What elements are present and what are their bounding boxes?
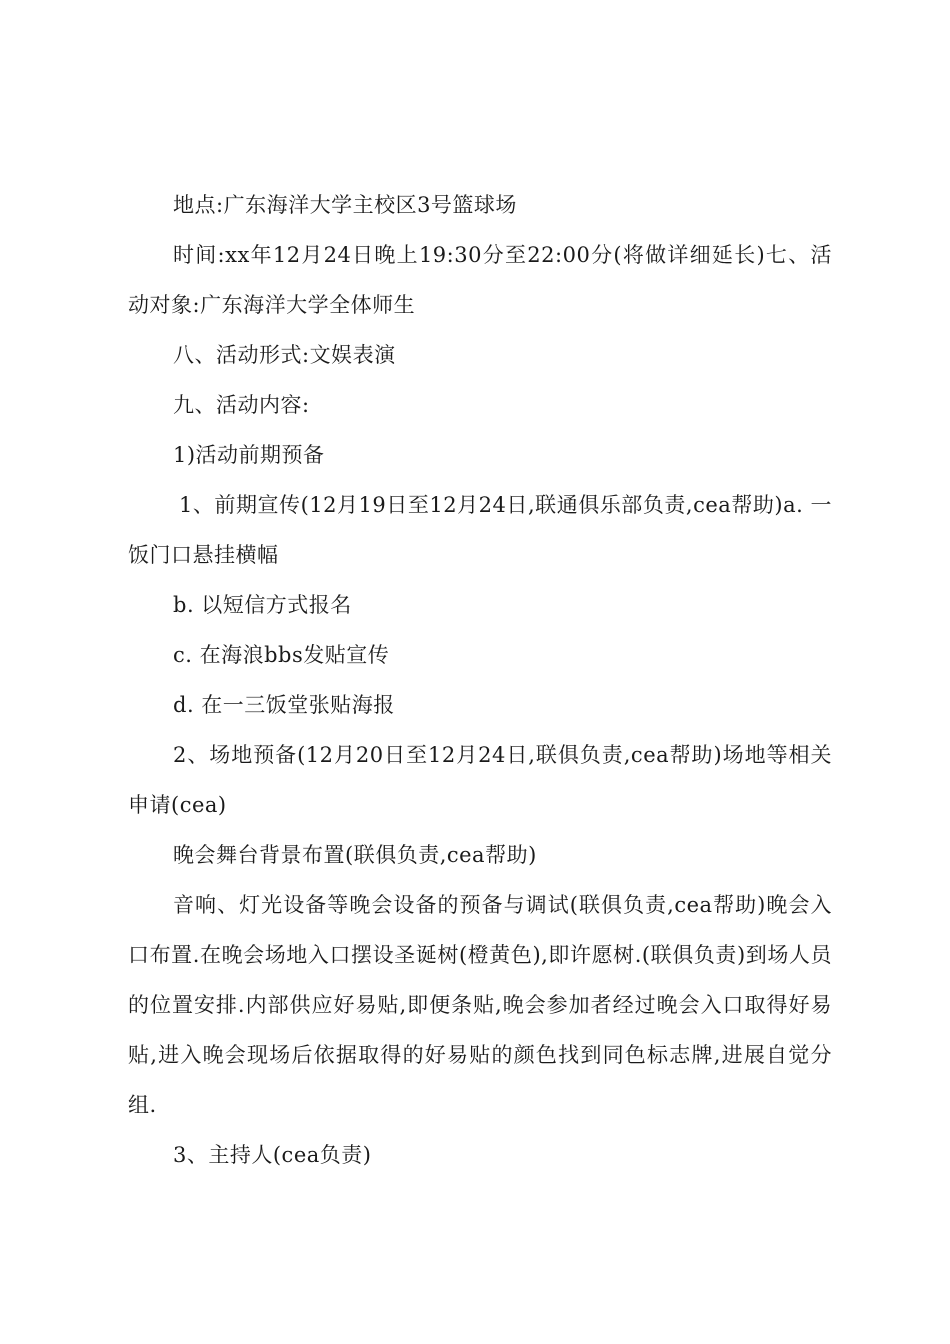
paragraph-equipment-and-entrance: 音响、灯光设备等晚会设备的预备与调试(联俱负责,cea帮助)晚会入口布置.在晚会场地入口摆设圣诞树(橙黄色),即许愿树.(联俱负责)到场人员的位置安排.内部供应好易贴,即便条贴,晚会参加者经过晚会入口取得好易贴,进入晚会现场后依据取得的好易贴的颜色找到同色标志牌,进展自觉分组.: [128, 893, 832, 1117]
paragraph-host: 3、主持人(cea负责): [173, 1143, 372, 1167]
paragraph-item-d: d. 在一三饭堂张贴海报: [173, 693, 395, 717]
paragraph-time: 时间:xx年12月24日晚上19:30分至22:00分(将做详细延长)七、活动对象:广东海洋大学全体师生: [128, 243, 832, 317]
paragraph-item-b: b. 以短信方式报名: [173, 593, 352, 617]
paragraph-item-c: c. 在海浪bbs发贴宣传: [173, 643, 390, 667]
paragraph-activity-form: 八、活动形式:文娱表演: [173, 343, 396, 367]
paragraph-location: 地点:广东海洋大学主校区3号篮球场: [173, 193, 517, 217]
paragraph-publicity: 1、前期宣传(12月19日至12月24日,联通俱乐部负责,cea帮助)a. 一饭门口悬挂横幅: [128, 493, 832, 567]
paragraph-preparation-heading: 1)活动前期预备: [173, 443, 325, 467]
document-body: [128, 180, 832, 1180]
paragraph-venue-preparation: 2、场地预备(12月20日至12月24日,联俱负责,cea帮助)场地等相关申请(cea): [128, 743, 832, 817]
paragraph-stage-background: 晚会舞台背景布置(联俱负责,cea帮助): [173, 843, 537, 867]
paragraph-activity-content-heading: 九、活动内容:: [173, 393, 310, 417]
